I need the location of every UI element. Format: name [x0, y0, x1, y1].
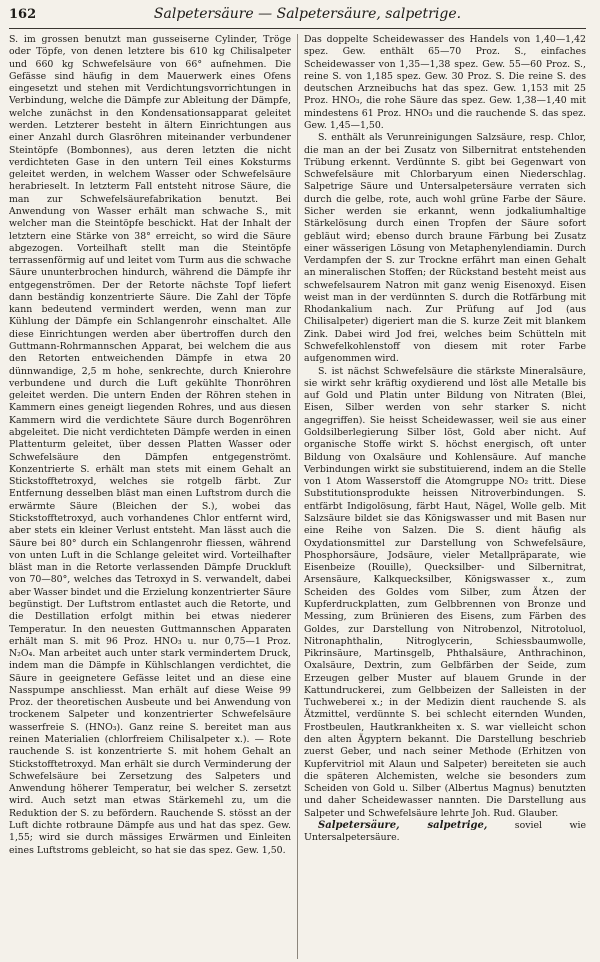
right-column — [297, 34, 586, 959]
dictionary-entry — [304, 820, 586, 845]
right-paragraph-3: S. ist nächst Schwefelsäure die stärkste Mineralsäure, sie wirkt sehr kräftig oxydierend und löst alle Metalle bis auf Gold und Platin unter Bildung von Nitraten (Blei, Eisen, Silber werden von sehr starker S. nicht angegriffen). Sie heisst Scheidewasser, weil sie aus einer Goldsilberlegierung Silber löst, Gold aber nicht. Auf organische Stoffe wirkt S. höchst energisch, oft unter Bildung von Oxalsäure und Kohlensäure. Auf manche Verbindungen wirkt sie substituierend, indem an die Stelle von 1 Atom Wasserstoff die Atomgruppe NO₂ tritt. Diese Substitutionsprodukte heissen Nitroverbindungen. S. entfärbt Indigolösung, färbt Haut, Nägel, Wolle gelb. Mit Salzsäure bildet sie das Königswasser und mit Basen nur eine Reihe von Salzen. Die S. dient häufig als Oxydationsmittel zur Darstellung von Schwefelsäure, Phosphorsäure, Jodsäure, vieler Metallpräparate, wie Eisenbeize (Rouille), Quecksilber- und Silbernitrat, Arsensäure, Kalkquecksilber, Königswasser x., zum Scheiden des Goldes vom Silber, zum Ätzen der Kupferdruckplatten, zum Gelbbrennen von Bronze und Messing, zum Brünieren des Eisens, zum Färben des Goldes, zur Darstellung von Nitrobenzol, Nitrotoluol, Nitronaphthalin, Nitroglycerin, Schiessbaumwolle, Pikrinsäure, Martinsgelb, Phthalsäure, Anthrachinon, Oxalsäure, Dextrin, zum Gelbfärben der Seide, zum Erzeugen gelber Muster auf blauem Grunde in der Kattundruckerei, zum Gelbbeizen der Salleisten in der Tuchweberei x.; in der Medizin dient rauchende S. als Ätzmittel, verdünnte S. bei schlecht eiternden Wunden, Frostbeulen, Hautkrankheiten x. S. war vielleicht schon den alten Ägyptern bekannt. Die Darstellung beschrieb zuerst Geber, und nach seiner Methode (Erhitzen von Kupfervitriol mit Alaun und Salpeter) bereiteten sie auch die späteren Alchemisten, welche sie besonders zum Scheiden von Gold u. Silber (Albertus Magnus) benutzten und daher Scheidewasser nannten. Die Darstellung aus Salpeter und Schwefelsäure lehrte Joh. Rud. Glauber. — [304, 365, 586, 819]
left-paragraph-1: S. im grossen benutzt man gusseiserne Cylinder, Tröge oder Töpfe, von denen letztere bis 610 kg Chilisalpeter und 660 kg Schwefelsäure von 66° aufnehmen. Die Gefässe sind häufig in dem Mauerwerk eines Ofens eingesetzt und stehen mit Verdichtungsvorrichtungen in Verbindung, welche die Dämpfe zur Ableitung der Dämpfe, welche zunächst in den Kondensationsapparat geleitet werden. Letzterer besteht in ältern Einrichtungen aus einer Anzahl durch Glasröhren miteinander verbundener Steintöpfe (Bombonnes), aus deren letzten die nicht verdichteten Gase in den untern Teil eines Koksturms geleitet werden, in welchem Wasser oder Schwefelsäure herabrieselt. In letzterm Fall entsteht nitrose Säure, die man zur Schwefelsäurefabrikation benutzt. Bei Anwendung von Wasser erhält man schwache S., mit welcher man die Steintöpfe beschickt. Hat der Inhalt der letztern eine Stärke von 38° erreicht, so wird die Säure abgezogen. Vorteilhaft stellt man die Steintöpfe terrassenförmig auf und leitet vom Turm aus die schwache Säure ununterbrochen hindurch, während die Dämpfe ihr entgegenströmen. Der der Retorte nächste Topf liefert dann beständig konzentrierte Säure. Die Zahl der Töpfe kann bedeutend vermindert werden, wenn man zur Kühlung der Dämpfe ein Schlangenrohr einschaltet. Alle diese Einrichtungen werden aber übertroffen durch den Guttmann-Rohrmannschen Apparat, bei welchem die aus den Retorten entweichenden Dämpfe in etwa 20 dünnwandige, 2,5 m hohe, senkrechte, durch Knierohre verbundene und durch die Luft gekühlte Thonröhren geleitet werden. Die untern Enden der Röhren stehen in Kammern eines geneigt liegenden Rohres, und aus diesen Kammern wird die verdichtete Säure durch Bogenröhren abgeleitet. Die nicht verdichteten Dämpfe werden in einen Plattenturm geleitet, über dessen Platten Wasser oder Schwefelsäure den Dämpfen entgegenströmt. Konzentrierte S. erhält man stets mit einem Gehalt an Stickstofftetroxyd, welches sie rotgelb färbt. Zur Entfernung desselben bläst man einen Luftstrom durch die erwärmte Säure (Bleichen der S.), wobei das Stickstofftetroxyd, auch vorhandenes Chlor entfernt wird, aber stets ein kleiner Verlust entsteht. Man lässt auch die Säure bei 80° durch ein Schlangenrohr fliessen, während von unten Luft in die Schlange geleitet wird. Vorteilhafter bläst man in die Retorte verlassenden Dämpfe Druckluft von 70—80°, welches das Tetroxyd in S. verwandelt, dabei aber Wasser bindet und die Erzielung konzentrierter Säure begünstigt. Der Luftstrom entlastet auch die Retorte, und die Destillation erfolgt mithin bei etwas niederer Temperatur. In den neuesten Guttmannschen Apparaten erhält man S. mit 96 Proz. HNO₃ u. nur 0,75—1 Proz. N₂O₄. Man arbeitet auch unter stark vermindertem Druck, indem man die Dämpfe in Kühlschlangen verdichtet, die Säure in geeignetere Gefässe leitet und an diese eine Nasspumpe anschliesst. Man erhält auf diese Weise 99 Proz. der theoretischen Ausbeute und bei Anwendung von trockenem Salpeter und konzentrierter Schwefelsäure wasserfreie S. (HNO₃). Ganz reine S. bereitet man aus reinen Materialien (chlorfreiem Chilisalpeter x.). — Rote rauchende S. ist konzentrierte S. mit hohem Gehalt an Stickstofftetroxyd. Man erhält sie durch Verminderung der Schwefelsäure bei Zersetzung des Salpeters und Anwendung höherer Temperatur, bei welcher S. zersetzt wird. Auch setzt man etwas Stärkemehl zu, um die Reduktion der S. zu befördern. Rauchende S. stösst an der Luft dichte rotbraune Dämpfe aus und hat das spez. Gew. 1,55; wird sie durch mässiges Erwärmen und Einleiten eines Luftstroms gebleicht, so hat sie das spez. Gew. 1,50. — [9, 34, 291, 856]
running-head: Salpetersäure — Salpetersäure, salpetrige. — [153, 6, 462, 22]
entry-definition: soviel wie Untersalpetersäure. — [304, 820, 586, 844]
page-number: 162 — [9, 7, 37, 22]
page-header — [9, 6, 586, 29]
text-columns — [9, 34, 586, 959]
right-paragraph-1: Das doppelte Scheidewasser des Handels von 1,40—1,42 spez. Gew. enthält 65—70 Proz. S., einfaches Scheidewasser von 1,35—1,38 spez. Gew. 55—60 Proz. S., reine S. von 1,185 spez. Gew. 30 Proz. S. Die reine S. des deutschen Arzneibuchs hat das spez. Gew. 1,153 mit 25 Proz. HNO₃, die rohe Säure das spez. Gew. 1,38—1,40 mit mindestens 61 Proz. HNO₃ und die rauchende S. das spez. Gew. 1,45—1,50. — [304, 34, 586, 131]
left-column — [9, 34, 291, 959]
right-paragraph-2: S. enthält als Verunreinigungen Salzsäure, resp. Chlor, die man an der bei Zusatz von Silbernitrat entstehenden Trübung erkennt. Verdünnte S. gibt bei Gegenwart von Schwefelsäure mit Chlorbaryum einen Niederschlag. Salpetrige Säure und Untersalpetersäure verraten sich durch die gelbe, rote, auch wohl grüne Farbe der Säure. Sicher werden sie erkannt, wenn jodkaliumhaltige Stärkelösung durch einen Tropfen der Säure sofort gebläut wird; ebenso durch braune Färbung bei Zusatz einer wässerigen Lösung von Metaphenylendiamin. Durch Verdampfen der S. zur Trockne erfährt man einen Gehalt an mineralischen Stoffen; der Rückstand besteht meist aus schwefelsaurem Natron mit ganz wenig Eisenoxyd. Eisen weist man in der verdünnten S. durch die Rotfärbung mit Rhodankalium nach. Zur Prüfung auf Jod (aus Chilisalpeter) digeriert man die S. kurze Zeit mit blankem Zink. Dabei wird Jod frei, welches beim Schütteln mit Schwefelkohlenstoff von diesem mit roter Farbe aufgenommen wird. — [304, 132, 586, 365]
entry-headword: Salpetersäure, salpetrige, — [318, 820, 488, 831]
